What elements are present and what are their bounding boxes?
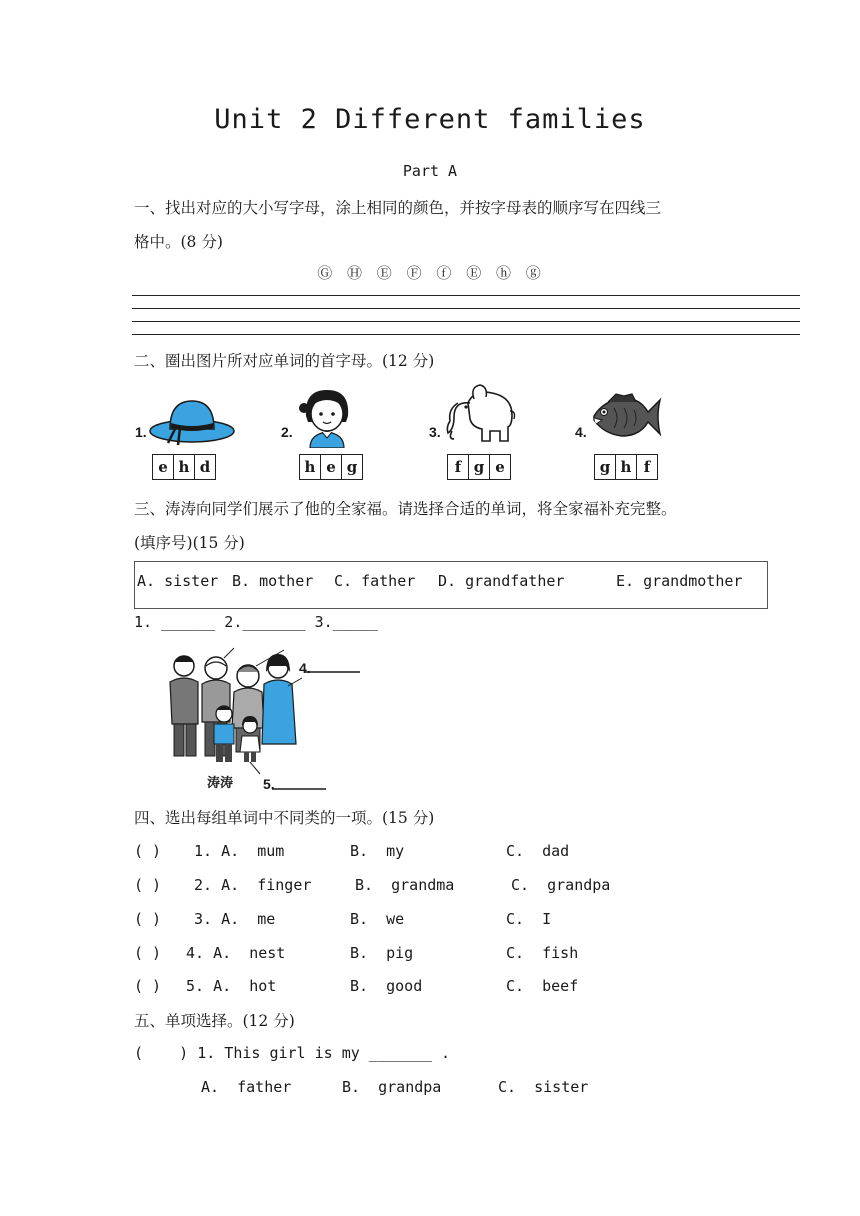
word-option: C. father [334,572,416,590]
question-1: ( ) 1. This girl is my _______ . [134,1044,451,1062]
answer-paren[interactable]: ( ) [134,977,162,995]
writing-line-2 [132,308,800,309]
option-c: C. fish [506,944,579,962]
section-3-heading-cont: (填序号)(15 分) [134,534,245,552]
circled-letter: ⓕ [436,264,454,282]
circled-letter: Ⓖ [317,264,335,282]
answer-paren[interactable]: ( ) [134,944,162,962]
page-title: Unit 2 Different families [214,104,646,135]
option-c[interactable]: C. sister [498,1078,589,1096]
family-picture [160,644,370,794]
option-a: 3. A. me [194,910,276,928]
option-b: B. grandma [355,876,455,894]
circled-letter: Ⓕ [406,264,424,282]
option-a: 2. A. finger [194,876,312,894]
option-b: B. we [350,910,405,928]
option-a: 5. A. hot [186,977,277,995]
section-5-heading: 五、单项选择。(12 分) [134,1012,295,1030]
letter-choice[interactable]: e [153,455,174,479]
word-option: D. grandfather [438,572,565,590]
answer-paren[interactable]: ( ) [134,876,162,894]
circled-letters [0,262,860,283]
word-option: E. grandmother [616,572,743,590]
option-b[interactable]: B. grandpa [342,1078,442,1096]
item-number: 2. [281,424,293,440]
item-number: 3. [429,424,441,440]
option-a[interactable]: A. father [201,1078,292,1096]
option-a: 4. A. nest [186,944,286,962]
letter-choice[interactable]: f [643,458,651,476]
letter-choice[interactable]: g [595,455,616,479]
option-c: C. I [506,910,552,928]
circled-letter: Ⓗ [347,264,365,282]
section-1-heading: 一、找出对应的大小写字母，涂上相同的颜色，并按字母表的顺序写在四线三 [134,199,662,217]
letter-choice[interactable]: g [469,455,490,479]
writing-line-3 [132,321,800,322]
word-option: A. sister [137,572,219,590]
circled-letter: ⓗ [495,264,513,282]
letter-choice[interactable]: g [346,458,358,476]
letter-choice[interactable]: f [448,455,469,479]
letter-choice[interactable]: h [300,455,321,479]
option-a: 1. A. mum [194,842,285,860]
page-subtitle: Part A [402,162,458,180]
letter-choice[interactable]: d [199,458,211,476]
picture-label-4: 4. [299,660,311,676]
hat-icon [148,395,236,447]
letter-choice[interactable]: e [321,455,342,479]
option-b: B. my [350,842,405,860]
section-4-heading: 四、选出每组单词中不同类的一项。(15 分) [134,809,435,827]
fish-icon [590,392,664,442]
letter-choice-box [152,454,216,480]
writing-line-4 [132,334,800,335]
circled-letter: Ⓔ [376,264,394,282]
section-1-heading-cont: 格中。(8 分) [134,233,223,251]
option-b: B. good [350,977,423,995]
letter-choice[interactable]: h [174,455,195,479]
girl-icon [296,386,358,448]
letter-choice-box [594,454,658,480]
letter-choice-box [447,454,511,480]
word-bank [134,561,768,609]
picture-label-5: 5. [263,776,275,792]
answer-paren[interactable]: ( ) [134,910,162,928]
section-3-heading: 三、涛涛向同学们展示了他的全家福。请选择合适的单词，将全家福补充完整。 [134,500,677,518]
elephant-icon [444,381,518,447]
writing-line-1 [132,295,800,296]
item-number: 4. [575,424,587,440]
option-c: C. grandpa [511,876,611,894]
section-2-heading: 二、圈出图片所对应单词的首字母。(12 分) [134,352,435,370]
letter-choice[interactable]: e [495,458,505,476]
answer-paren[interactable]: ( ) [134,842,162,860]
letter-choice[interactable]: h [616,455,637,479]
picture-caption: 涛涛 [207,775,234,790]
item-number: 1. [135,424,147,440]
answer-blanks: 1. ______ 2._______ 3._____ [134,613,378,631]
word-option: B. mother [232,572,314,590]
circled-letter: Ⓔ [466,264,484,282]
option-c: C. beef [506,977,579,995]
option-c: C. dad [506,842,570,860]
option-b: B. pig [350,944,414,962]
letter-choice-box [299,454,363,480]
circled-letter: ⓖ [525,264,543,282]
